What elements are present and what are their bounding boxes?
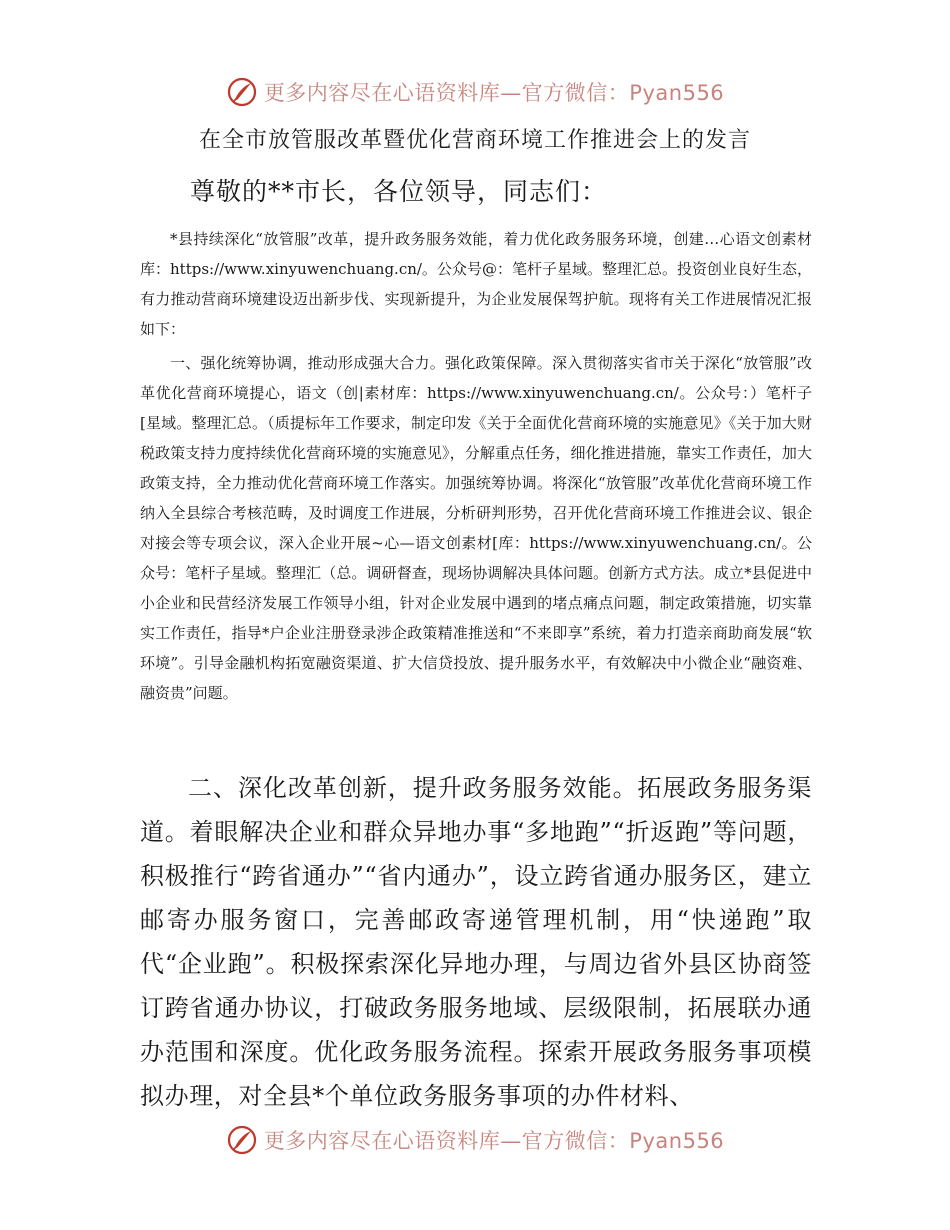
- document-title: 在全市放管服改革暨优化营商环境工作推进会上的发言: [198, 128, 751, 153]
- paragraph-section-one: 一、强化统筹协调，推动形成强大合力。强化政策保障。深入贯彻落实省市关于深化“放管服”改革优化营商环境提心，语文（创|素材库：https://www.xinyuwenchuang.cn/。公众号：）笔杆子[星域。整理汇总。（质提标年工作要求，制定印发《关于全面优化营商环境的实施意见》《关于加大财税政策支持力度持续优化营商环境的实施意见》，分解重点任务，细化推进措施，靠实工作责任，加大政策支持，全力推动优化营商环境工作落实。加强统筹协调。将深化“放管服”改革优化营商环境工作纳入全县综合考核范畴，及时调度工作进展，分析研判形势，召开优化营商环境工作推进会议、银企对接会等专项会议，深入企业开展~心—语文创素材[库：https://www.xinyuwenchuang.cn/。公众号：笔杆子星域。整理汇（总。调研督查，现场协调解决具体问题。创新方式方法。成立*县促进中小企业和民营经济发展工作领导小组，针对企业发展中遇到的堵点痛点问题，制定政策措施，切实靠实工作责任，指导*户企业注册登录涉企政策精准推送和“不来即享”系统，着力打造亲商助商发展“软环境”。引导金融机构拓宽融资渠道、扩大信贷投放、提升服务水平，有效解决中小微企业“融资难、融资贵”问题。: [140, 354, 812, 702]
- header-watermark-banner: [0, 72, 950, 112]
- salutation: 尊敬的**市长，各位领导，同志们：: [190, 177, 608, 206]
- watermark-text: 更多内容尽在心语资料库—官方微信：Pyan556: [263, 81, 725, 105]
- footer-watermark-banner: [0, 1120, 950, 1160]
- quill-logo-icon: [226, 76, 258, 108]
- paragraph-section-two: 二、深化改革创新，提升政务服务效能。拓展政务服务渠道。着眼解决企业和群众异地办事“多地跑”“折返跑”等问题，积极推行“跨省通办”“省内通办”，设立跨省通办服务区，建立邮寄办服务窗口，完善邮政寄递管理机制，用“快递跑”取代“企业跑”。积极探索深化异地办理，与周边省外县区协商签订跨省通办协议，打破政务服务地域、层级限制，拓展联办通办范围和深度。优化政务服务流程。探索开展政务服务事项模拟办理，对全县*个单位政务服务事项的办件材料、: [140, 774, 812, 1110]
- watermark-text: 更多内容尽在心语资料库—官方微信：Pyan556: [263, 1129, 725, 1153]
- paragraph-intro: *县持续深化“放管服”改革，提升政务服务效能，着力优化政务服务环境，创建…心语文创素材库：https://www.xinyuwenchuang.cn/。公众号@：笔杆子星域。整理汇总。投资创业良好生态，有力推动营商环境建设迈出新步伐、实现新提升，为企业发展保驾护航。现将有关工作进展情况汇报如下：: [140, 230, 812, 338]
- quill-logo-icon: [226, 1124, 258, 1156]
